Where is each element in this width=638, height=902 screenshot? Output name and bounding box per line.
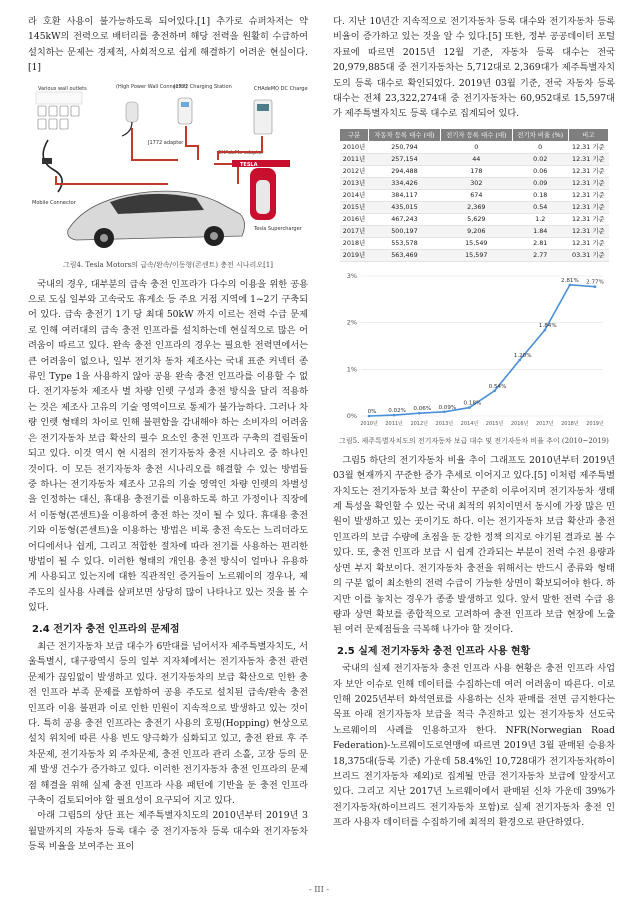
table-cell: 0.06 [512,165,568,177]
table-row [340,153,609,165]
table-cell: 0.18 [512,189,568,201]
data-point [518,359,521,362]
tesla-car-icon [68,191,245,248]
data-point [594,285,597,288]
table-cell: 9,206 [440,225,512,237]
left-column [28,14,308,855]
x-tick-label: 2013년 [435,420,454,427]
ev-ratio-chart-svg [333,266,615,434]
table-cell: 467,243 [369,213,441,225]
table-row [340,177,609,189]
table-cell: 12.31 기준 [568,153,608,165]
table-cell: 500,197 [369,225,441,237]
table-body [340,141,609,261]
ev-ratio-chart [333,266,615,434]
table-cell: 0.02 [512,153,568,165]
table-cell: 5,629 [440,213,512,225]
data-label: 1.84% [538,322,557,329]
table-cell: 12.31 기준 [568,177,608,189]
data-point [393,414,396,417]
x-tick-label: 2010년 [360,420,378,427]
x-tick-label: 2012년 [410,420,429,427]
table-header: 자동차 등록 대수 (대) [369,128,441,141]
paragraph-intro: 라 호환 사용이 불가능하도록 되어있다.[1] 추가로 슈퍼차저는 약 145kW의 전력으로 배터리를 충전하며 해당 전력을 원활히 수급하여 설치하는 문제는 경제적, 사회적으로 쉽게 해결하기 어려운 현실이다.[1] [28,16,308,74]
paragraph-right-2: 그림5 하단의 전기자동차 비율 추이 그래프도 2010년부터 2019년 03월 현재까지 꾸준한 증가 추세로 이어지고 있다.[5] 이처럼 제주특별자치도는 전기자동차 보급 확산이 꾸준히 이루어지며 전기자동차 생태계 특성을 확인할 수 있는 국내 최적의 위치이면서 동시에 가장 많은 민원이 발생하고 있는 곳이기도 하다. 이는 전기자동차 보급 확산과 충전 인프라의 보급 수량에 초점을 둔 강한 정책 의지로 야기된 결과로 볼 수 있다. 또, 충전 인프라 보급 시 쉽게 간과되는 부분이 전력 수전 용량과 상면 부지 확보이다. 전기자동차 충전을 위해서는 반드시 종류와 형태의 구분 없이 최소한의 전력 수급이 가능한 상면이 확보되어야 한다. 하지만 이를 놓치는 경우가 종종 발생하고 있다. 앞서 말한 전력 수급 용량과 상면 확보를 종합적으로 고려하여 충전 인프라 보급 현장에 노출된 여러 문제점들을 극복해 나가야 할 것이다. [333,454,615,636]
table-cell: 553,578 [369,237,441,249]
data-point [368,415,371,418]
data-point [569,283,572,286]
table-cell: 2018년 [340,237,369,249]
data-label: 0.54% [488,383,507,390]
table-cell: 0.54 [512,201,568,213]
data-label: 0.02% [388,407,407,414]
x-tick-label: 2011년 [385,420,403,427]
table-cell: 1.84 [512,225,568,237]
ev-registration-table [339,128,609,262]
table-cell: 2013년 [340,177,369,189]
table-cell: 12.31 기준 [568,165,608,177]
table-cell: 674 [440,189,512,201]
tesla-charging-diagram [28,80,308,258]
supercharger-label: Tesla Supercharger [254,225,302,232]
x-tick-label: 2016년 [510,420,529,427]
table-cell: 2017년 [340,225,369,237]
table-cell: 384,117 [369,189,441,201]
data-label: 1.20% [513,352,532,359]
paragraph-left-2: 최근 전기자동차 보급 대수가 6만대를 넘어서자 제주특별자치도, 서울특별시, 대구광역시 등의 일부 지자체에서는 전기자동차 충전 관련 문제가 끊임없이 발생하고 있다. 전기자동차의 보급 확산으로 인한 충전 인프라 부족 문제를 포함하여 공용 주도로 설치된 급속/완속 충전 인프라 이용 불편과 이로 인한 민원이 지속적으로 발생하고 있는 것이다. 특히 공용 충전 인프라는 충전기 사용의 호핑(Hopping) 현상으로 설치 위치에 따른 사용 빈도 양극화가 심화되고 있고, 충전 완료 후 주차문제, 전기자동차 외 주차문제, 충전 인프라 관리 소홀, 고장 등의 문제 발생 건수가 증가하고 있다. 이러한 전기자동차 충전 인프라의 문제점 해결을 위해 실제 충전 인프라 사용 패턴에 기반을 둔 충전 인프라 구축이 검토되어야 할 필요성이 요구되어 지고 있다. [28,640,308,807]
table-header: 비고 [568,128,608,141]
table-cell: 15,597 [440,249,512,261]
table-cell: 12.31 기준 [568,213,608,225]
heading-2-4: 2.4 전기자 충전 인프라의 문제점 [32,623,180,635]
table-cell: 302 [440,177,512,189]
table-cell: 2019년 [340,249,369,261]
table-header: 전기자 등록 대수 (대) [440,128,512,141]
table-cell: 12.31 기준 [568,141,608,153]
table-cell: 2,369 [440,201,512,213]
paragraph-right-3: 국내의 실제 전기자동차 충전 인프라 사용 현황은 충전 인프라 사업자 보안 이슈로 인해 데이터를 수집하는데 여러 어려움이 따른다. 이로 인해 2025년부터 화석연료를 사용하는 신차 판매를 전면 금지한다는 목표 아래 전기자동차 보급을 적극 추진하고 있는 전기자동차 선도국 노르웨이의 사례를 인용하고자 한다. NFR(Norwegian Road Federation)-노르웨이도로연맹에 따르면 2019년 3월 판매된 승용차 18,375대(등록 기준) 가운데 58.4%인 10,728대가 전기자동차(하이브리드 전기자동차 제외)로 집계될 만큼 전기자동차 보급에 앞장서고 있다. 그리고 지난 2017년 노르웨이에서 판매된 신차 가운데 39%가 전기자동차(하이브리드 전기자동차 포함)로 실제 전기자동차 충전 인프라 사용자 데이터를 수집하기에 최적의 환경으로 판단하였다. [333,663,615,829]
data-point [468,406,471,409]
table-cell: 1.2 [512,213,568,225]
table-cell: 250,794 [369,141,441,153]
x-tick-label: 2019년 [586,420,604,427]
table-cell: 2016년 [340,213,369,225]
wall-outlet-icons [38,106,79,129]
data-label: 2.77% [586,279,604,286]
data-point [543,329,546,332]
table-cell: 294,488 [369,165,441,177]
table-cell: 2.77 [512,249,568,261]
table-cell: 0 [440,141,512,153]
table-cell: 435,015 [369,201,441,213]
tesla-charging-figure [28,80,308,258]
table-row [340,189,609,201]
data-label: 0% [367,408,377,415]
table-row [340,237,609,249]
x-tick-label: 2017년 [535,420,554,427]
x-tick-label: 2015년 [485,420,504,427]
table-cell: 2014년 [340,189,369,201]
supercharger-icon [232,160,290,220]
table-cell: 2010년 [340,141,369,153]
table-cell: 2012년 [340,165,369,177]
paragraph-left-3: 아래 그림5의 상단 표는 제주특별자치도의 2010년부터 2019년 3월말까지의 자동차 등록 대수 중 전기자동차 등록 대수와 전기자동차 등록 비율을 보여주는 표이 [28,810,308,853]
heading-2-5: 2.5 실제 전기자동차 충전 인프라 사용 현황 [337,645,531,657]
table-cell: 12.31 기준 [568,237,608,249]
table-header: 구분 [340,128,369,141]
x-tick-label: 2018년 [561,420,579,427]
table-row [340,201,609,213]
table-cell: 0 [512,141,568,153]
paragraph-left-1: 국내의 경우, 대부분의 급속 충전 인프라가 다수의 이용을 위한 공용으로 도심 일부와 고속국도 휴게소 등 주요 거점 지역에 1~2기 구축되어 있다. 급속 충전기 1기 당 최대 50kW 까지 이르는 전력 수급 문제로 인해 여러대의 급속 충전 인프라를 설치하는데 현실적으로 많은 어려움이 따르고 있다. 완속 충전 인프라의 경우는 필요한 전력면에서는 큰 어려움이 없으나, 일부 전기차 동차 제조사는 국내 표준 커넥터 종류인 Type 1을 사용하지 않아 공용 완속 충전 인프라를 이용할 수 없다. 전기자동차 제조사 별 차량 인렛 구성과 충전 방식을 달리 적용하는 것은 제조사 고유의 기술 영역이므로 통제가 불가능하다. 그러나 차량 인렛 형태의 차이로 인해 불편함을 감내해야 하는 소비자의 어려움은 전기자동차 보급 확산의 필수 요소인 충전 인프라 구축의 걸림돌이 되고 있다. 이것 역시 현 시점의 전기자동차 충전 시나리오 중 하나인 것이다. 이 모든 전기자동차 충전 시나리오를 해결할 수 있는 방법들 중 하나는 전기자동차 제조사 고유의 기술 영역인 차량 인렛의 차별성을 인정하는 대신, 휴대용 충전기를 이용하도록 하고 가정이나 직장에서 이동형(콘센트)을 이용하여 충전 하는 것이 될 수 있다. 휴대용 충전기와 이동형(콘센트)을 이용하는 방법은 비록 충전 속도는 느리더라도 어디에서나 쉽게, 그리고 적합한 절차에 따라 전기를 사용하는 편리한 방법이 될 수 있다. 이러한 형태의 개인용 충전 방식이 얼마나 유용하게 사용되고 있는지에 대한 직관적인 증거들이 노르웨이의 경우나, 제주도의 실사용 사례를 살펴보면 상당히 많이 나타나고 있는 것을 볼 수 있다. [28,278,308,614]
table-cell: 563,469 [369,249,441,261]
data-point [418,412,421,415]
wall-outlets-label: Various wall outlets [38,85,87,92]
y-tick-label: 2% [346,318,357,327]
chademo-adapter-label: CHAdeMo adapter [218,149,264,156]
table-cell: 2011년 [340,153,369,165]
table-cell: 03.31 기준 [568,249,608,261]
table-row [340,213,609,225]
table-header: 전기차 비율 (%) [512,128,568,141]
y-tick-label: 0% [346,411,357,420]
table-row [340,249,609,261]
table-row [340,141,609,153]
table-cell: 44 [440,153,512,165]
figure-5-caption: 그림5. 제주특별자치도의 전기자동차 보급 대수 및 전기자동차 비율 추이 (2010~2019) [339,436,609,445]
j1772-station-icon [178,98,192,124]
table-header-row [340,128,609,141]
mobile-connector-label: Mobile Connector [32,199,76,206]
x-tick-label: 2014년 [460,420,479,427]
paragraph-right-1: 다. 지난 10년간 지속적으로 전기자동차 등록 대수와 전기자동차 등록 비율이 증가하고 있는 것을 알 수 있다.[5] 또한, 정부 공공데이터 포털 자료에 따르면 2015년 12월 기준, 자동차 등록 대수는 전국 20,979,885대 중 전기자동차는 5,712대로 2,369대가 제주특별자치도의 등록 대수로 확인되었다. 2019년 03월 기준, 전국 자동차 등록 대수는 전체 23,322,274대 중 전기자동차는 60,952대로 15,597대가 제주특별자치도 등록 대수로 집계되어 있다. [333,16,615,120]
table-cell: 334,426 [369,177,441,189]
figure-4-caption: 그림4. Tesla Motors의 급속/완속/이동형(콘센트) 충전 시나리오[1] [63,260,273,269]
data-label: 0.09% [438,404,457,411]
table-cell: 0.09 [512,177,568,189]
right-column [333,14,615,831]
data-label: 2.81% [560,277,579,284]
data-label: 0.06% [413,406,432,413]
table-cell: 12.31 기준 [568,201,608,213]
chademo-charger-icon [254,100,272,134]
table-cell: 2.81 [512,237,568,249]
data-point [493,389,496,392]
table-cell: 12.31 기준 [568,189,608,201]
j1772-adapter-label: J1772 adapter [148,139,184,146]
y-tick-label: 3% [346,271,357,280]
tesla-brand-text: TESLA [240,161,258,168]
page-number: - III - [309,885,329,894]
hpwc-label: (High Power Wall Connector) [116,83,188,90]
table-cell: 15,549 [440,237,512,249]
chademo-dc-label: CHAdeMO DC Charger [254,85,308,92]
data-point [443,410,446,413]
wall-connector-icon [122,102,138,136]
j1772-station-label: J1772 Charging Station [174,83,232,90]
table-cell: 12.31 기준 [568,225,608,237]
table-cell: 257,154 [369,153,441,165]
y-tick-label: 1% [346,365,357,374]
data-label: 0.18% [463,400,482,407]
table-row [340,225,609,237]
series-line [369,285,595,416]
table-cell: 2015년 [340,201,369,213]
table-row [340,165,609,177]
table-cell: 178 [440,165,512,177]
